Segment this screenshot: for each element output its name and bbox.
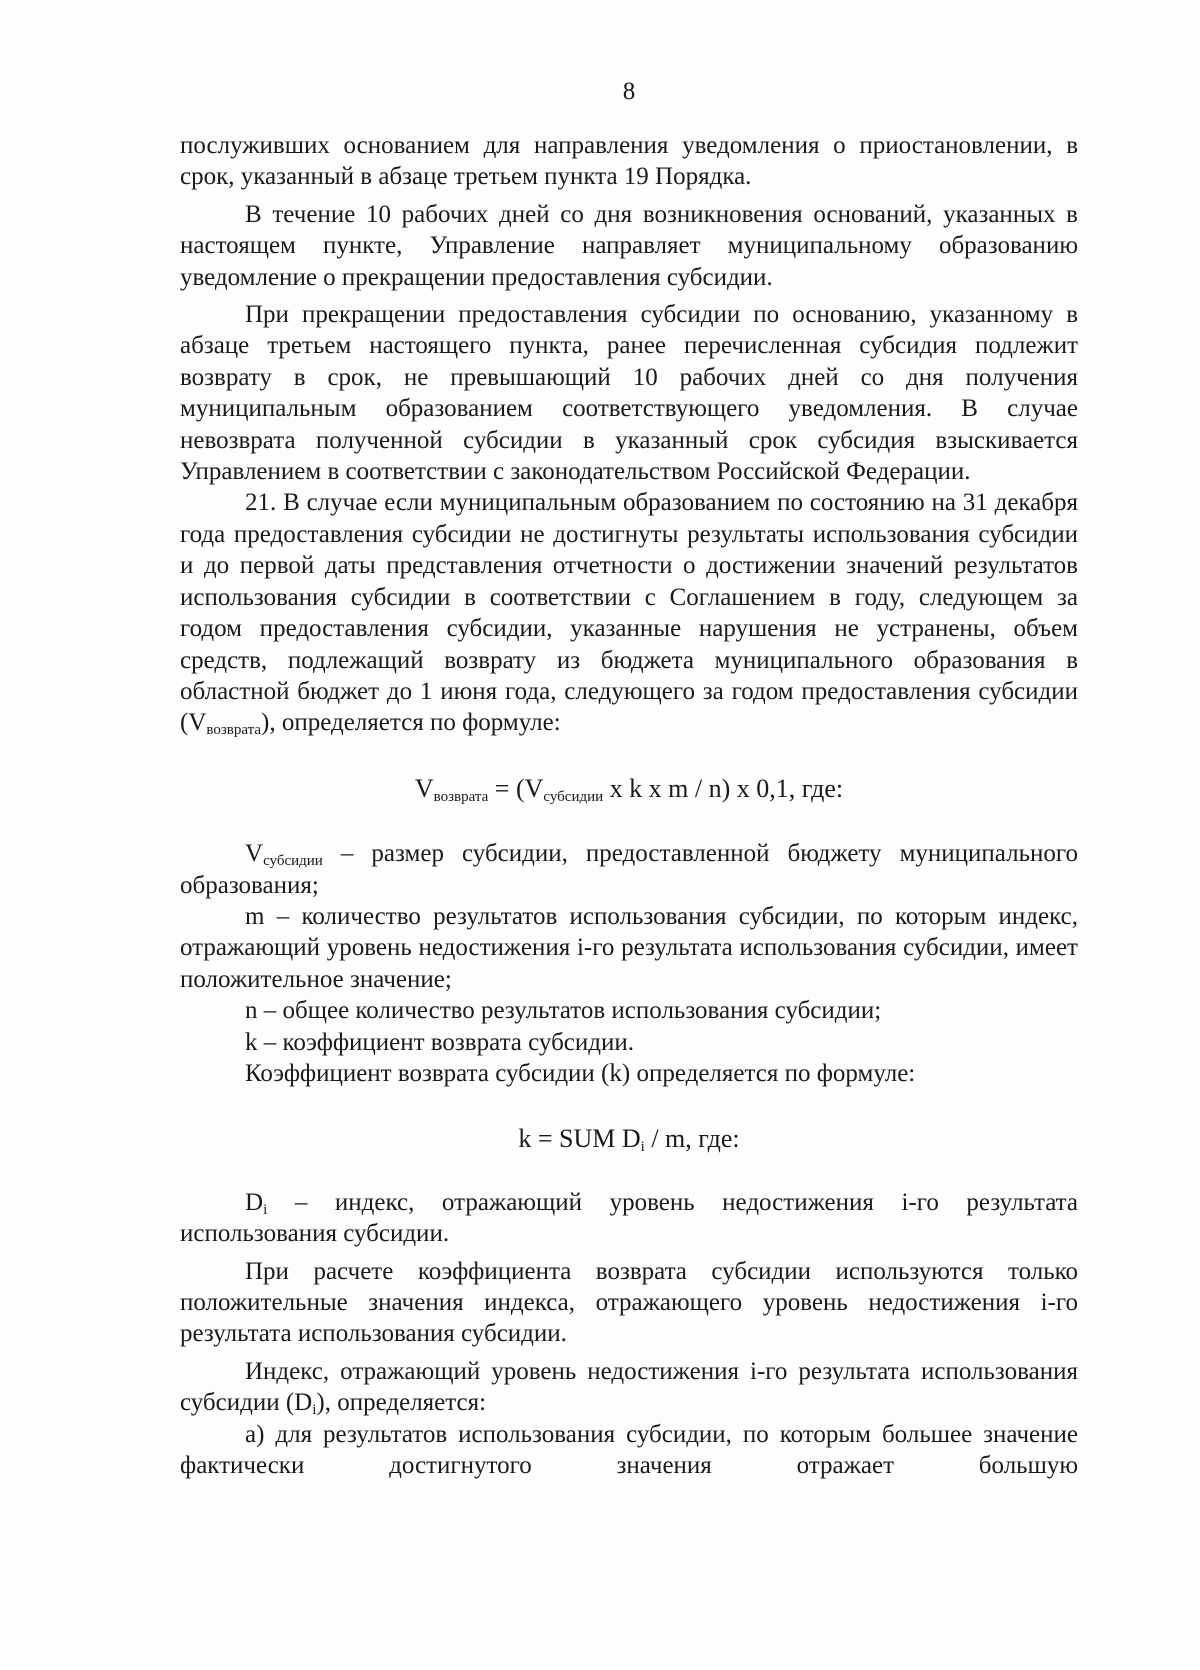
document-body (180, 130, 1078, 1481)
formula-v-return-subscript: возврата (433, 788, 489, 805)
formula-k-head: k = SUM D (518, 1124, 641, 1154)
paragraph-21 (180, 487, 1078, 738)
paragraph-index (180, 1356, 1078, 1419)
v-return-subscript: возврата (206, 722, 262, 739)
paragraph-index-text: Индекс, отражающий уровень недостижения i-го результата использования субсидии (D (180, 1357, 1078, 1417)
paragraph-subsidy-return: При прекращении предоставления субсидии по основанию, указанному в абзаце третьем настоящего пункта, ранее перечисленная субсидия подлежит возврату в срок, не превышающий 10 рабочих дней со дня получения муниципальным образованием соответствующего уведомления. В случае невозврата полученной субсидии в указанный срок субсидия взыскивается Управлением в соответствии с законодательством Российской Федерации. (180, 301, 1078, 486)
page-number: 8 (622, 78, 636, 105)
formula-v-symbol: V (414, 773, 434, 803)
definition-v-symbol: V (245, 840, 264, 868)
formula-v-return (180, 773, 1078, 804)
definition-v-subscript: субсидии (263, 853, 323, 870)
definition-d-subscript: i (263, 1201, 268, 1218)
definition-n: n – общее количество результатов использования субсидии; (245, 997, 882, 1025)
formula-v-subsidy-subscript: субсидии (543, 788, 604, 805)
paragraph-index-tail: ), определяется: (316, 1389, 487, 1417)
paragraph-item-a: а) для результатов использования субсидии, по которым большее значение фактически достигнутого значения отражает большую (180, 1420, 1078, 1480)
formula-k (180, 1123, 1078, 1154)
k-formula-intro: Коэффициент возврата субсидии (k) определяется по формуле: (245, 1059, 916, 1087)
definition-k: k – коэффициент возврата субсидии. (245, 1028, 635, 1056)
paragraph-continuation: послуживших основанием для направления уведомления о приостановлении, в срок, указанный в абзаце третьем пункта 19 Порядка. (180, 132, 1078, 191)
formula-tail: x k x m / n) x 0,1, где: (603, 773, 844, 803)
formula-k-subscript: i (640, 1139, 645, 1156)
paragraph-notice-deadline: В течение 10 рабочих дней со дня возникновения оснований, указанных в настоящем пункте, Управление направляет муниципальному образованию уведомление о прекращении предоставления субсидии. (180, 200, 1078, 291)
definition-di (180, 1187, 1078, 1250)
definition-v-text: – размер субсидии, предоставленной бюджету муниципального образования; (180, 840, 1078, 899)
formula-k-tail: / m, где: (644, 1124, 740, 1154)
definition-m: m – количество результатов использования субсидии, по которым индекс, отражающий уровень недостижения i-го результата использования субсидии, имеет положительное значение; (180, 902, 1078, 993)
paragraph-calc-note: При расчете коэффициента возврата субсидии используются только положительные значения индекса, отражающего уровень недостижения i-го результата использования субсидии. (180, 1257, 1078, 1348)
paragraph-index-subscript: i (312, 1402, 317, 1419)
formula-middle: = (V (488, 773, 544, 803)
definition-di-text: – индекс, отражающий уровень недостижения i-го результата использования субсидии. (180, 1188, 1079, 1248)
definition-d-symbol: D (245, 1188, 264, 1216)
definition-v-subsidy (180, 838, 1078, 901)
paragraph-21-text: 21. В случае если муниципальным образованием по состоянию на 31 декабря года предоставления субсидии не достигнуты результаты использования субсидии и до первой даты представления отчетности о достижении значений результатов использования субсидии в соответствии с Соглашением в году, следующем за годом предоставления субсидии, указанные нарушения не устранены, объем средств, подлежащий возврату из бюджета муниципального образования в областной бюджет до 1 июня года, следующего за годом предоставления субсидии (V (180, 489, 1078, 737)
paragraph-21-tail: ), определяется по формуле: (261, 709, 561, 737)
